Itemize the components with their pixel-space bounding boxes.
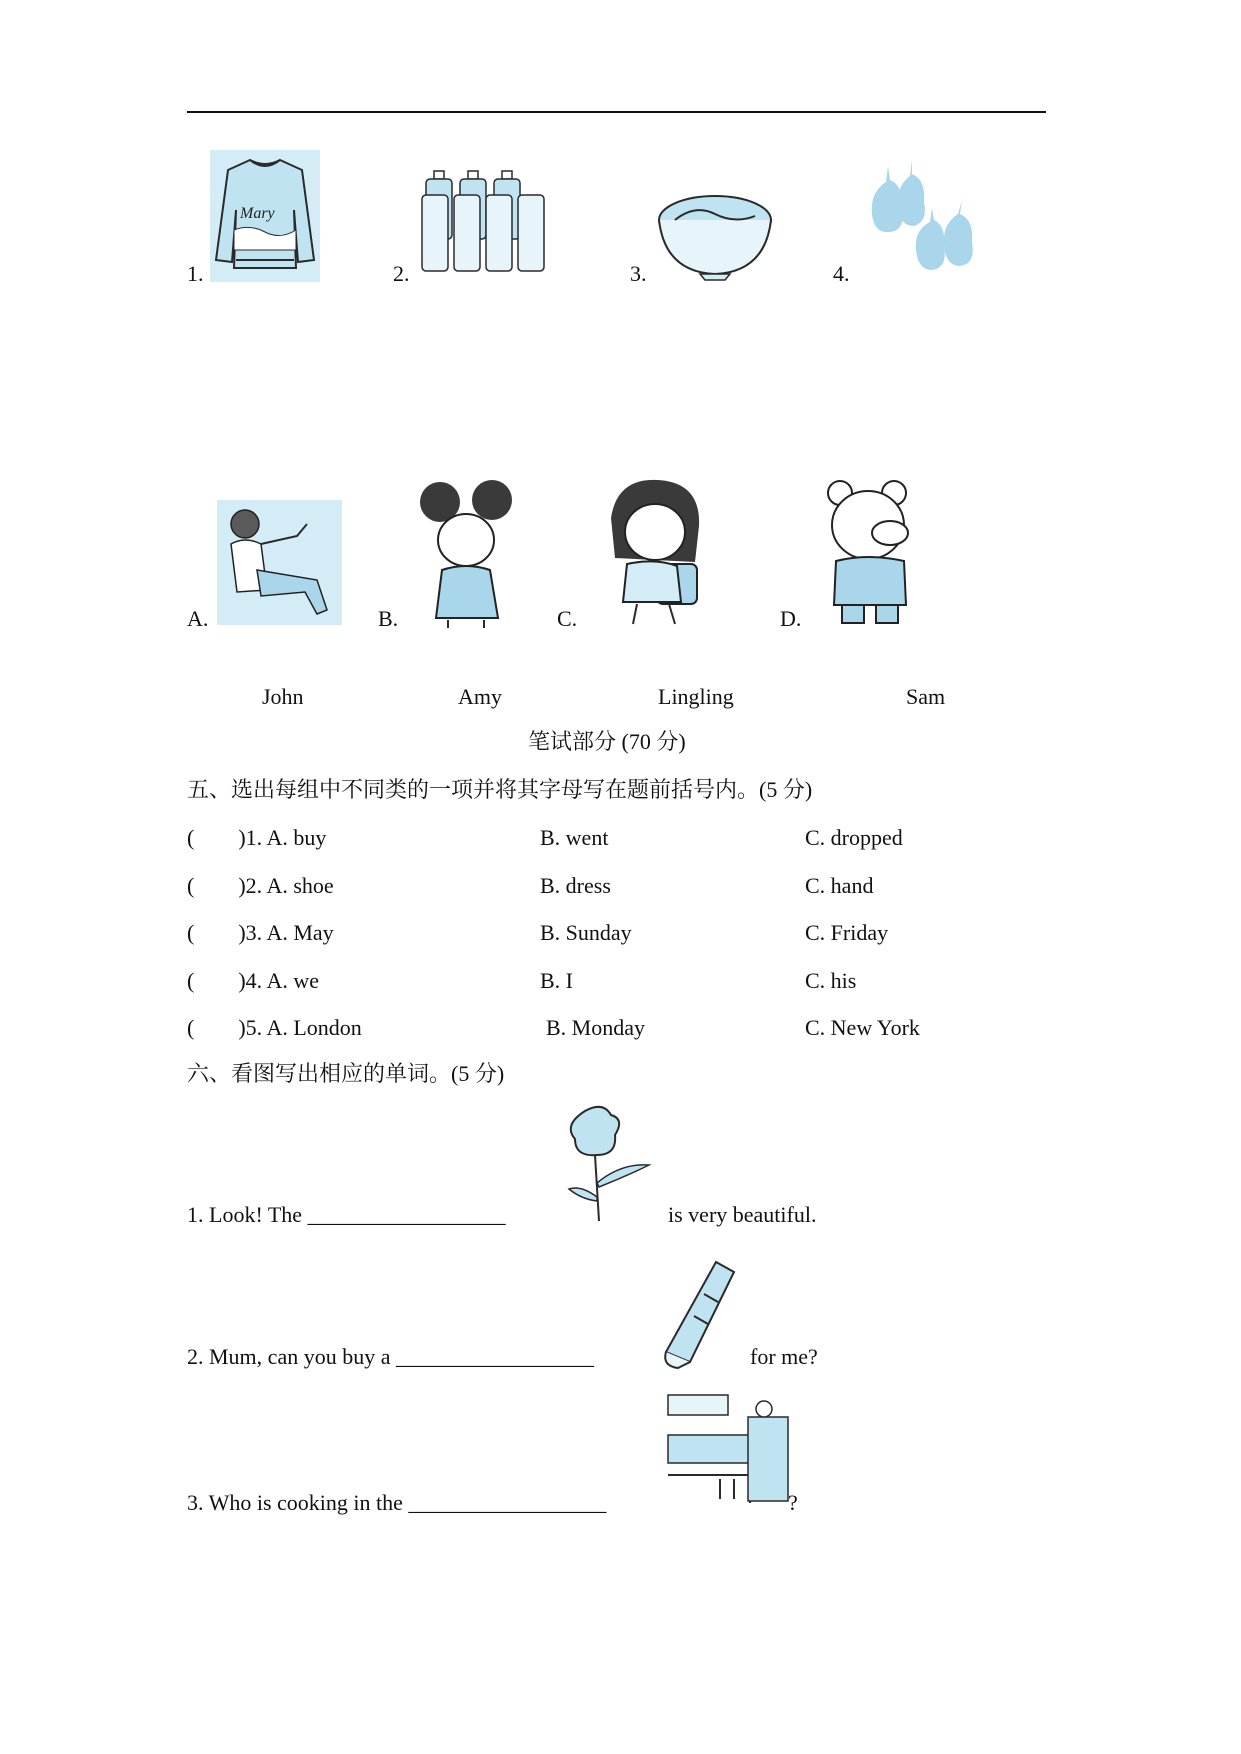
s6-q3-end: ? xyxy=(788,1490,798,1515)
choice-label-b: B. xyxy=(378,606,399,631)
noodle-bowl-icon xyxy=(655,190,775,280)
s6-q3-sentence: 3. Who is cooking in the __________________ xyxy=(187,1490,607,1515)
item-label-4: 4. xyxy=(833,261,850,286)
s5-q2-c: C. hand xyxy=(805,873,874,898)
s5-q1-b: B. went xyxy=(540,825,609,850)
boy-sitting-icon xyxy=(217,500,342,625)
name-amy: Amy xyxy=(458,684,502,709)
kitchen-icon xyxy=(668,1395,790,1503)
s5-q1-c: C. dropped xyxy=(805,825,903,850)
name-john: John xyxy=(262,684,304,709)
flower-icon xyxy=(555,1105,665,1225)
choice-label-a: A. xyxy=(187,606,209,631)
name-lingling: Lingling xyxy=(658,684,734,709)
s6-q2-sentence: 2. Mum, can you buy a __________________ xyxy=(187,1344,594,1369)
item-label-3: 3. xyxy=(630,261,647,286)
s5-q5-c: C. New York xyxy=(805,1015,920,1040)
name-sam: Sam xyxy=(906,684,946,709)
written-part-title: 笔试部分 (70 分) xyxy=(528,729,686,754)
s5-q4-b: B. I xyxy=(540,968,573,993)
s5-q2-a: ( )2. A. shoe xyxy=(187,873,334,898)
s5-q3-a: ( )3. A. May xyxy=(187,920,334,945)
s6-q2-end: for me? xyxy=(750,1344,818,1369)
bear-backpack-icon xyxy=(820,475,920,625)
s5-q5-a: ( )5. A. London xyxy=(187,1015,362,1040)
section5-title: 五、选出每组中不同类的一项并将其字母写在题前括号内。(5 分) xyxy=(187,777,813,802)
sweater-icon xyxy=(210,150,320,282)
item-label-2: 2. xyxy=(393,261,410,286)
girl-curly-hair-icon xyxy=(418,478,518,628)
s6-q1-end: is very beautiful. xyxy=(668,1202,817,1227)
s5-q2-b: B. dress xyxy=(540,873,611,898)
girl-backpack-icon xyxy=(597,478,707,628)
choice-label-d: D. xyxy=(780,606,802,631)
header-rule xyxy=(187,111,1046,113)
s5-q4-c: C. his xyxy=(805,968,857,993)
s5-q3-c: C. Friday xyxy=(805,920,889,945)
pears-icon xyxy=(860,160,980,280)
toothpaste-icon xyxy=(660,1258,740,1370)
item-label-1: 1. xyxy=(187,261,204,286)
s5-q3-b: B. Sunday xyxy=(540,920,632,945)
s5-q1-a: ( )1. A. buy xyxy=(187,825,327,850)
section6-title: 六、看图写出相应的单词。(5 分) xyxy=(187,1061,505,1086)
juice-bottles-icon xyxy=(420,165,550,275)
s5-q5-b: B. Monday xyxy=(546,1015,645,1040)
s5-q4-a: ( )4. A. we xyxy=(187,968,319,993)
choice-label-c: C. xyxy=(557,606,578,631)
s6-q1-sentence: 1. Look! The __________________ xyxy=(187,1202,506,1227)
sweater-text: Mary xyxy=(240,205,275,222)
